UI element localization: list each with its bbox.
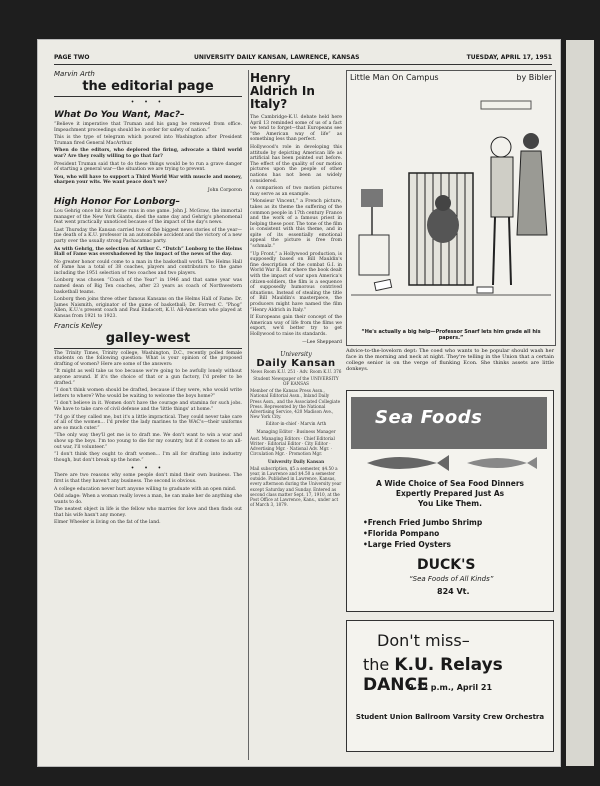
newspaper-page [38,40,560,766]
aldrich-column [250,70,342,760]
seafood-brand: DUCK'S [417,557,476,573]
dance-title: K.U. Relays DANCE [363,655,503,695]
staff-line: Editor-in-chief · Marvin Arth [265,421,327,427]
dance-line: Don't miss– [377,631,470,650]
staff-line: Member of the Kansas Press Assn., National Editorial Assn., Inland Daily Press Assn., and the Associated Collegiate Press. Represented by the National Advertising Service, 420 Madison Ave., New York City. [250,388,341,420]
seafood-menu-item: •Florida Pompano [363,529,440,538]
mac-paragraph: When do the editors, who deplored the firing, advocate a third world war? Are they really willing to go that far? [54,148,242,159]
galley-paragraph: “I don't believe in it. Women don't have the courage and stamina for such jobs. We have to take care of civil defense and the 'little things' at home.” [54,401,242,412]
galley-paragraph: Elmer Wheeler is living on the fat of the land. [54,520,161,526]
issue-date: TUESDAY, APRIL 17, 1951 [466,54,552,61]
staff-line: University Daily Kansan [267,458,325,464]
editorial-masthead: the editorial page [54,79,242,97]
cartoon-panel [346,70,556,346]
mac-paragraph: This is the type of telegram which poured into Washington after President Truman fired General MacArthur. [54,135,242,146]
seafood-menu-list [363,517,482,550]
seafood-menu-item: •Large Fried Oysters [363,540,451,549]
right-column [346,70,556,760]
aldrich-paragraph: “Monsieur Vincent,” a French picture, takes as its theme the suffering of the common people in 17th century France and the work of a famous priest in helping these poor. The tone of the film is consistent with this theme, and in spite of its essentially emotional appeal the picture is free from “schmalz.” [250,199,342,250]
seafood-advertisement [346,390,554,612]
seafood-banner [351,397,547,449]
galley-paragraph: “I don't think women should be drafted, because if they were, who would write letters to where? Who would be waiting to welcome the boys home?” [54,388,242,399]
aldrich-paragraph: “Up Front,” a Hollywood production, is supposedly based on Bill Mauldin's fine description of the combat G.I. in World War II. But where the book dealt with the impact of war upon America's citizen-soldiers, the film is a sequence of supposedly humorous contrived situations. Instead of stealing the title of Bill Mauldin's masterpiece, the producers might have named the film “Henry Aldrich in Italy.” [250,251,342,313]
galley-paragraph: The Trinity Times, Trinity college, Washington, D.C., recently polled female students on the following question: What is your opinion of the proposed drafting of women? Here are some of the answers: [54,350,242,367]
seafood-line: You Like Them. [418,499,482,508]
mac-paragraph: You, who will have to support a Third World War with muscle and money, sharpen your wits. We want peace don't we? [54,174,242,186]
paper-line: UNIVERSITY DAILY KANSAN, LAWRENCE, KANSAS [194,54,360,61]
editorial-column [54,70,249,760]
seafood-address: 824 Vt. [437,587,470,596]
aldrich-headline: Henry Aldrich In Italy? [250,71,315,111]
section-title-mac: What Do You Want, Mac?– [54,110,185,120]
separator-dots: • • • [130,465,166,473]
galley-masthead: galley-west [54,331,242,349]
mac-signature: John Corporon [207,187,242,193]
kansan-university-label: University [280,350,312,358]
seafood-slogan: “Sea Foods of All Kinds” [409,575,494,583]
galley-paragraph: There are two reasons why some people don't mind their own business. The first is that they haven't any business. The second is obvious. [54,473,242,484]
lonborg-paragraph: As with Gehrig, the selection of Arthur C. “Dutch” Lonborg to the Helms Hall of Fame was overshadowed by the impact of the news of the day. [54,246,242,258]
kansan-masthead [250,351,342,369]
aldrich-paragraph: A comparison of two motion pictures may serve as an example. [250,186,342,197]
page-label: PAGE TWO [54,54,90,61]
adjacent-page-edge [566,40,594,766]
galley-paragraph: “I'd go if they called me, but it's a little impractical. They could never take care of all of the women... I'd prefer the lady marines to the WAC's—their uniforms are so much cuter.” [54,414,242,431]
aldrich-paragraph: If Europeans gain their concept of the American way of life from the films we export, we'd better try to get Hollywood to raise its standards. [250,315,342,337]
aldrich-signature: —Lee Sheppeard [302,339,342,345]
dance-prefix: the [363,655,390,674]
cartoon-credit: by Bibler [516,73,552,82]
galley-paragraph: “It might as well take us too because we're going to be awfully lonely without anyone around. If it's the choice of that or a gun factory, I'd prefer to be drafted.” [54,369,242,386]
editorial-byline: Marvin Arth [54,70,95,78]
galley-paragraph: A college education never hurt anyone willing to graduate with an open mind. [54,486,237,492]
galley-byline: Francis Kelley [54,321,103,330]
lonborg-paragraph: Last Thursday the Kansan carried two of the biggest news stories of the year—the death of a K.U. professor in an automobile accident and the victory of a new party over the usually strong Pachacamac party. [54,227,242,244]
mac-paragraph: “Believe it imperative that Truman and his gang be removed from office. Impeachment proceedings should be in order for safety of nation.” [54,122,242,133]
dance-venue: Student Union Ballroom Varsity Crew Orchestra [355,713,545,721]
seafood-menu-item: •French Fried Jumbo Shrimp [363,518,483,527]
staff-line: Asst. Managing Editors · Chief Editorial Writer · Editorial Editor · City Editor · Advertising Mgr. · National Adv. Mgr. · Circulation Mgr. · Promotion Mgr. [250,435,335,457]
aldrich-paragraph: The Cambridge-K.U. debate held here April 13 reminded some of us of a fact we tend to forget—that Europeans see “the American way of life” as something less than perfect. [250,115,342,143]
staff-line: News Room K.U. 251 · Adv. Room K.U. 376 [250,368,342,374]
kansan-nameplate: Daily Kansan [256,357,336,369]
fish-icon [357,451,543,475]
galley-paragraph: Odd adage: When a woman really loves a man, he can make her do anything she wants to do. [54,494,242,505]
galley-paragraph: The neatest object in life is the fellow who marries for love and then finds out that his wife hasn't any money. [54,507,242,518]
section-title-lonborg: High Honor For Lonborg– [54,196,181,207]
seafood-line: Expertly Prepared Just As [395,489,505,498]
cartoon-caption: “He's actually a big help—Professor Snarf lets him grade all his papers.” [361,329,541,341]
page-header [54,52,552,65]
lonborg-paragraph: Lonborg then joins three other famous Kansans on the Helms Hall of Fame: Dr. James Naismith, originator of the game of basketball; Dr. Forrest C. “Phog” Allen, K.U.'s present coach and Paul Endacott, K.U. All-American who played at Kansas from 1921 to 1923. [54,297,242,320]
seafood-line: A Wide Choice of Sea Food Dinners [375,479,525,488]
advice-text: Advice-to-the-lovelorn dept: The coed who wants to be popular should wash her face in the morning and neck at night. They're telling in the Union that a certain college senior is on the verge of flunking Econ. She thinks assets are little donkeys. [346,348,554,372]
staff-line: Managing Editor · Business Manager [256,428,336,434]
galley-paragraph: “I don't think they ought to draft women... I'm all for drafting into industry though, but don't break up the home.” [54,452,242,463]
seafood-title: Sea Foods [375,407,483,428]
staff-line: Student Newspaper of the UNIVERSITY OF KANSAS [253,375,339,386]
staff-line: Mail subscription, $5 a semester, $4.50 a year, in Lawrence and $4.50 a semester outside. Published in Lawrence, Kansas, every afternoon during the University year except Saturday and Sunday. Entered as second class matter Sept. 17, 1910, at the Post Office at Lawrence, Kans., under act of March 3, 1879. [250,465,342,508]
cartoon-title: Little Man On Campus [350,73,439,82]
separator-dots: • • • [130,99,166,106]
galley-paragraph: “The only way they'll get me is to draft me. We don't want to win a war and show up the boys. I'm too young to die for my country, but if it comes to an all-out war, I'll volunteer.” [54,433,242,450]
cartoon-illustration [351,85,551,325]
dance-advertisement [346,620,554,752]
mac-paragraph: President Truman said that to do these things would be to run a grave danger of starting a general war—the situation we are trying to prevent. [54,161,242,173]
aldrich-paragraph: Hollywood's role in developing this attitude by depicting American life as artificial has been pointed out before. The effect of the quality of our motion pictures upon the people of other nations has not been as widely considered. [250,144,342,184]
dance-time: 9-12 p.m., April 21 [407,683,493,692]
lonborg-paragraph: No greater honor could come to a man in the basketball world. The Helms Hall of Fame has a total of 38 coaches, players and contributors to the game including the 1951 selection of two coaches and two players. [54,259,242,276]
lonborg-paragraph: Lou Gehrig once hit four home runs in one game. John J. McGraw, the immortal manager of the New York Giants, died the same day and Gehrig's phenomenal feat went practically unnoticed because of the impact of the day's news. [54,208,242,226]
lonborg-paragraph: Lonborg was chosen “Coach of the Year” in 1946 and that same year was named dean of Big Ten coaches, after 23 years as coach of Northwestern basketball teams. [54,278,242,295]
